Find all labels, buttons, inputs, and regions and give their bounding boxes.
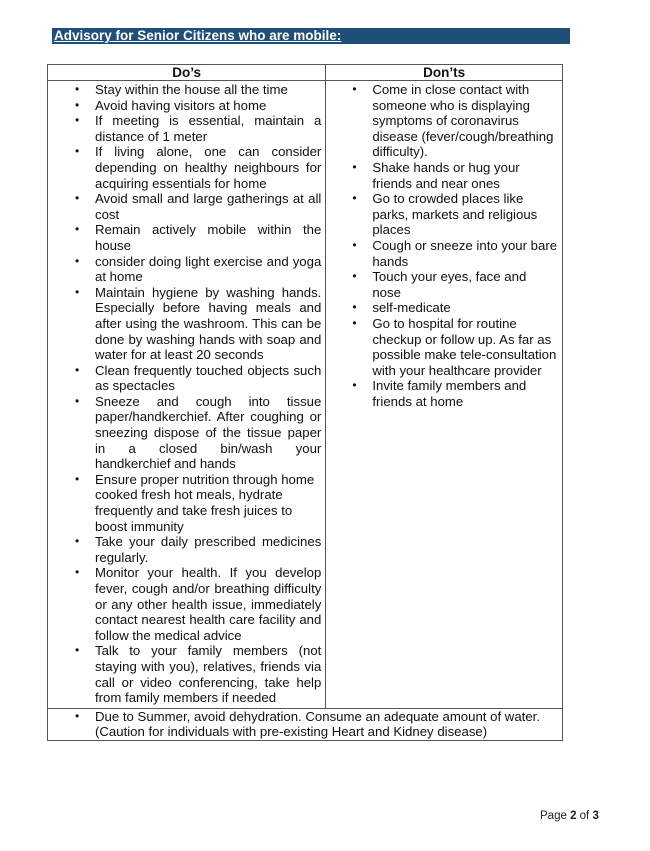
table-body-row: [48, 81, 563, 709]
list-item: • Invite family members and friends at home: [326, 378, 562, 409]
list-item: • Talk to your family members (not staying with you), relatives, friends via call or video conferencing, take help from family members if needed: [48, 643, 325, 705]
list-item: • self-medicate: [326, 300, 562, 316]
page-label: Page: [540, 810, 571, 822]
list-item: • Ensure proper nutrition through home cooked fresh hot meals, hydrate frequently and take fresh juices to boost immunity: [48, 472, 325, 534]
list-item: • Remain actively mobile within the house: [48, 222, 325, 253]
footer-note: • Due to Summer, avoid dehydration. Consume an adequate amount of water. (Caution for individuals with pre-existing Heart and Kidney disease): [48, 709, 562, 740]
list-item: • consider doing light exercise and yoga at home: [48, 254, 325, 285]
list-item: • Sneeze and cough into tissue paper/handkerchief. After coughing or sneezing dispose of the tissue paper in a closed bin/wash your handkerchief and hands: [48, 394, 325, 472]
dos-header: Do’s: [48, 65, 326, 81]
list-item: • Monitor your health. If you develop fever, cough and/or breathing difficulty or any other health issue, immediately contact nearest health care facility and follow the medical advice: [48, 565, 325, 643]
advisory-table: [47, 64, 563, 741]
footer-note-list: [48, 709, 562, 740]
page-of-label: of: [576, 810, 593, 822]
list-item: • Avoid having visitors at home: [48, 98, 325, 114]
page-number: [540, 810, 599, 822]
list-item: • Go to hospital for routine checkup or follow up. As far as possible make tele-consultation with your healthcare provider: [326, 316, 562, 378]
dos-cell: [48, 81, 326, 709]
list-item: • Clean frequently touched objects such as spectacles: [48, 363, 325, 394]
list-item: • Take your daily prescribed medicines regularly.: [48, 534, 325, 565]
list-item: • If meeting is essential, maintain a distance of 1 meter: [48, 113, 325, 144]
list-item: • Cough or sneeze into your bare hands: [326, 238, 562, 269]
donts-cell: [326, 81, 563, 709]
donts-list: [326, 81, 562, 409]
list-item: • Avoid small and large gatherings at all cost: [48, 191, 325, 222]
dos-list: [48, 81, 325, 708]
list-item: • Touch your eyes, face and nose: [326, 269, 562, 300]
list-item: • Shake hands or hug your friends and near ones: [326, 160, 562, 191]
advisory-title-banner: [52, 28, 570, 44]
current-page: 2: [570, 810, 577, 822]
list-item: • Maintain hygiene by washing hands. Especially before having meals and after using the washroom. This can be done by washing hands with soap and water for at least 20 seconds: [48, 285, 325, 363]
donts-header: Don’ts: [326, 65, 563, 81]
list-item: • Go to crowded places like parks, markets and religious places: [326, 191, 562, 238]
table-footer-row: [48, 708, 563, 740]
list-item: • Come in close contact with someone who is displaying symptoms of coronavirus disease (fever/cough/breathing difficulty).: [326, 82, 562, 160]
total-pages: 3: [592, 810, 599, 822]
table-header-row: [48, 65, 563, 81]
list-item: • If living alone, one can consider depending on healthy neighbours for acquiring essentials for home: [48, 144, 325, 191]
list-item: • Stay within the house all the time: [48, 82, 325, 98]
advisory-title: Advisory for Senior Citizens who are mobile:: [54, 28, 342, 43]
footer-note-cell: [48, 708, 563, 740]
